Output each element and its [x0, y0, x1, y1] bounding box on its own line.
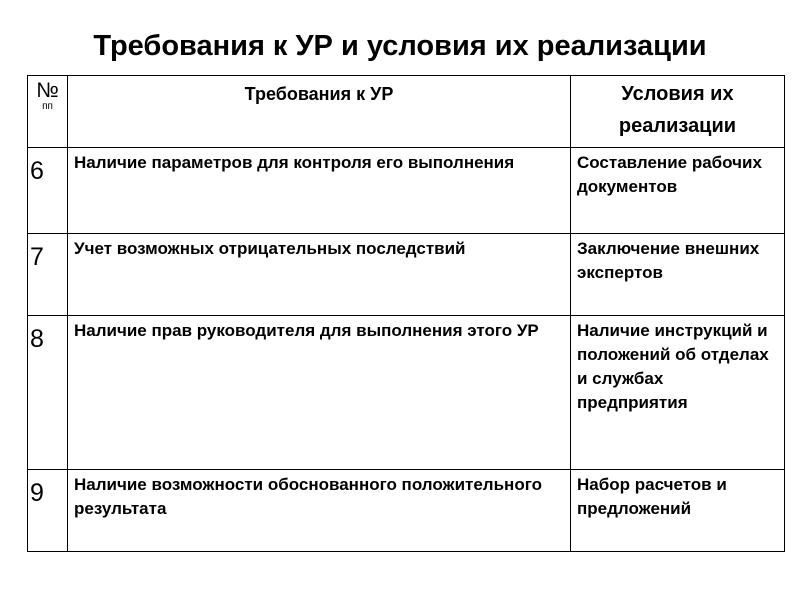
row-requirement: Наличие возможности обоснованного положительного результата: [68, 470, 571, 552]
row-condition: Набор расчетов и предложений: [571, 470, 785, 552]
row-condition: Заключение внешних экспертов: [571, 234, 785, 316]
row-requirement: Наличие прав руководителя для выполнения этого УР: [68, 316, 571, 470]
row-number: 9: [28, 470, 68, 552]
table-row: [28, 316, 785, 470]
row-number: 8: [28, 316, 68, 470]
table-header-row: [28, 76, 785, 148]
header-num-sub-label: пп: [42, 101, 53, 112]
header-conditions: Условия их реализации: [571, 76, 785, 148]
header-requirement: Требования к УР: [68, 76, 571, 148]
table-row: [28, 148, 785, 234]
row-condition: Наличие инструкций и положений об отделах и службах предприятия: [571, 316, 785, 470]
requirements-table: [27, 75, 785, 552]
header-num-cell: [28, 76, 68, 148]
row-condition: Составление рабочих документов: [571, 148, 785, 234]
table-row: [28, 234, 785, 316]
row-number: 6: [28, 148, 68, 234]
row-number: 7: [28, 234, 68, 316]
page-title: Требования к УР и условия их реализации: [93, 30, 707, 62]
table-row: [28, 470, 785, 552]
row-requirement: Наличие параметров для контроля его выполнения: [68, 148, 571, 234]
header-num-label: №: [36, 79, 59, 102]
row-requirement: Учет возможных отрицательных последствий: [68, 234, 571, 316]
